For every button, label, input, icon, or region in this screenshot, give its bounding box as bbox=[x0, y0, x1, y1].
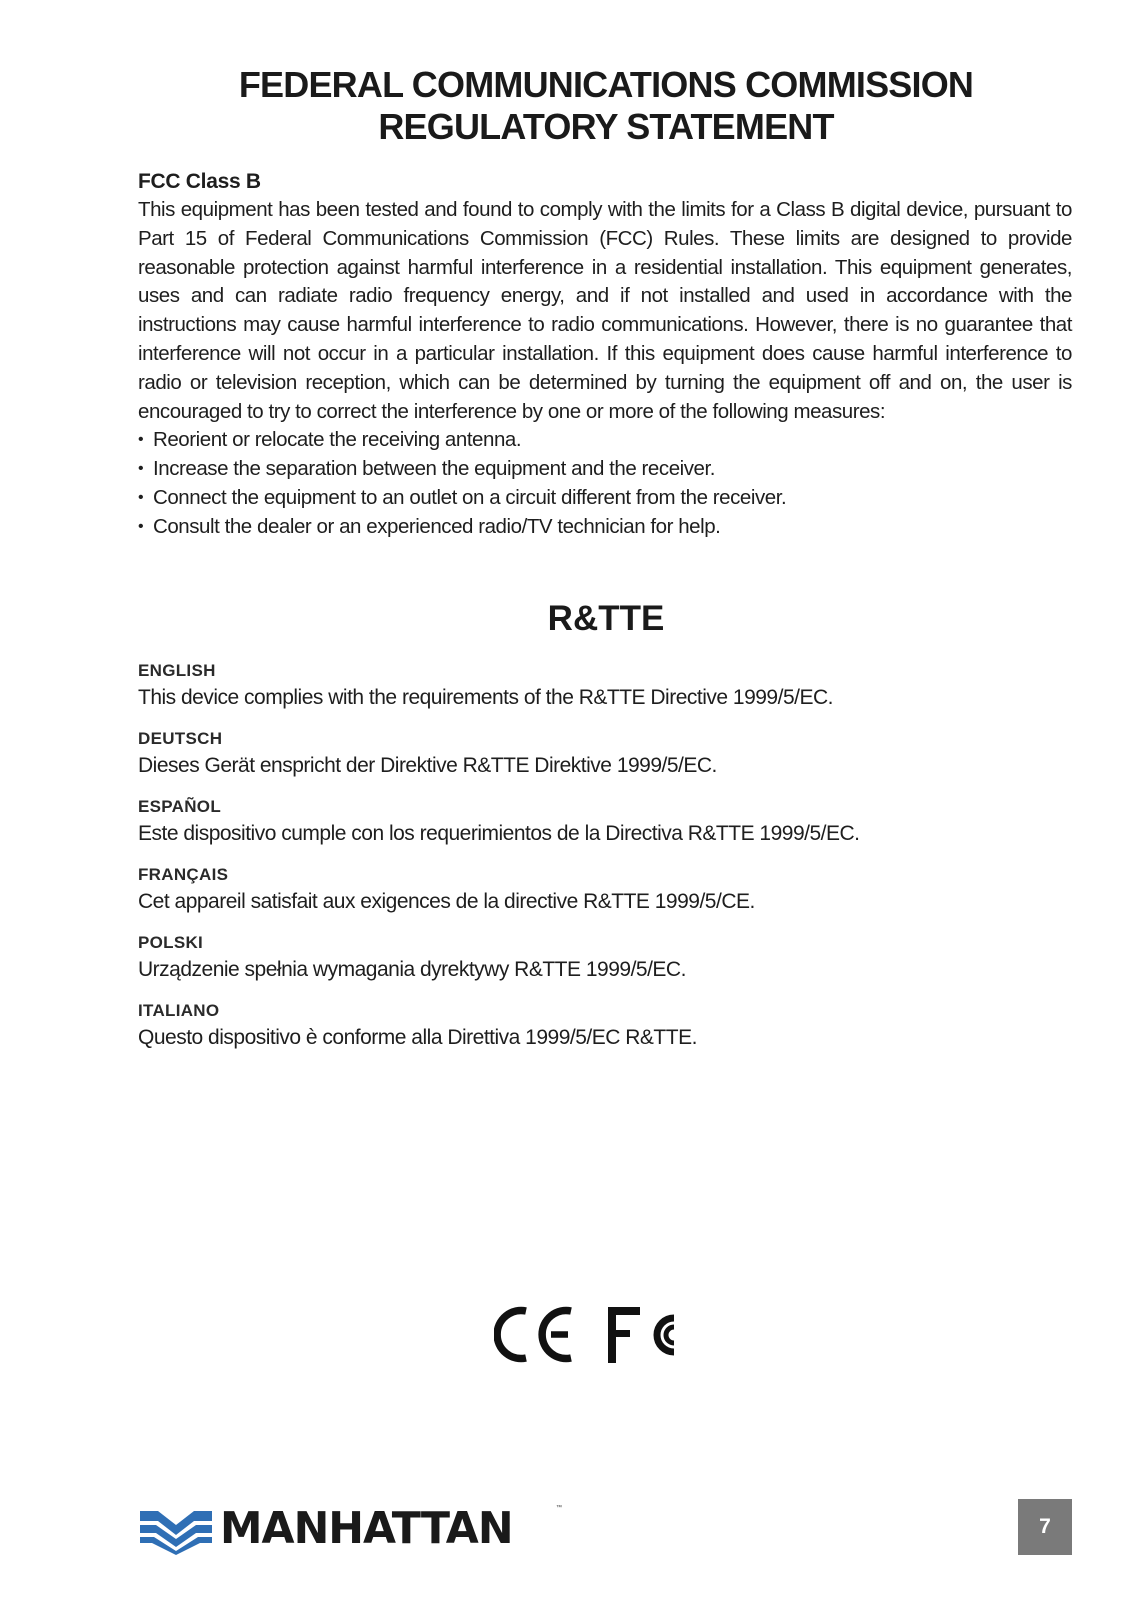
language-text: This device complies with the requirements of the R&TTE Directive 1999/5/EC. bbox=[138, 686, 833, 709]
language-text: Questo dispositivo è conforme alla Direttiva 1999/5/EC R&TTE. bbox=[138, 1026, 697, 1049]
language-text: Dieses Gerät enspricht der Direktive R&TTE Direktive 1999/5/EC. bbox=[138, 754, 717, 777]
language-block-deutsch bbox=[138, 728, 1072, 780]
language-label: POLSKI bbox=[138, 933, 204, 952]
language-block-english bbox=[138, 660, 1072, 712]
language-block-italiano bbox=[138, 1000, 1072, 1052]
rtte-heading: R&TTE bbox=[547, 599, 665, 638]
language-label: DEUTSCH bbox=[138, 729, 223, 748]
language-text: Este dispositivo cumple con los requerimientos de la Directiva R&TTE 1999/5/EC. bbox=[138, 822, 860, 845]
language-block-francais bbox=[138, 864, 1072, 916]
language-label: FRANÇAIS bbox=[138, 865, 229, 884]
rtte-section bbox=[138, 660, 1072, 1068]
page-number: 7 bbox=[1018, 1499, 1072, 1555]
language-label: ENGLISH bbox=[138, 661, 216, 680]
list-item: • Consult the dealer or an experienced radio/TV technician for help. bbox=[138, 513, 1072, 542]
brand-name: MANHATTAN bbox=[220, 1503, 513, 1554]
language-block-polski bbox=[138, 932, 1072, 984]
fcc-class-heading: FCC Class B bbox=[138, 170, 261, 193]
language-text: Cet appareil satisfait aux exigences de la directive R&TTE 1999/5/CE. bbox=[138, 890, 755, 913]
manhattan-emblem-icon bbox=[138, 1505, 214, 1555]
title-line-2: REGULATORY STATEMENT bbox=[378, 106, 834, 147]
fcc-mark-icon bbox=[608, 1307, 674, 1363]
language-block-espanol bbox=[138, 796, 1072, 848]
fcc-paragraph: This equipment has been tested and found to comply with the limits for a Class B digital device, pursuant to Part 15 of Federal Communications Commission (FCC) Rules. These limits are designed to provide reasonable protection against harmful interference in a residential installation. This equipment generates, uses and can radiate radio frequency energy, and if not installed and used in accordance with the instructions may cause harmful interference to radio communications. However, there is no guarantee that interference will not occur in a particular installation. If this equipment does cause harmful interference to radio or television reception, which can be determined by turning the equipment off and on, the user is encouraged to try to correct the interference by one or more of the following measures: bbox=[138, 198, 1072, 423]
list-item: • Increase the separation between the equipment and the receiver. bbox=[138, 455, 1072, 484]
language-text: Urządzenie spełnia wymagania dyrektywy R&TTE 1999/5/EC. bbox=[138, 958, 686, 981]
title-line-1: FEDERAL COMMUNICATIONS COMMISSION bbox=[238, 64, 974, 105]
list-item: • Connect the equipment to an outlet on a circuit different from the receiver. bbox=[138, 484, 1072, 513]
fcc-section bbox=[138, 168, 1072, 542]
list-item: • Reorient or relocate the receiving antenna. bbox=[138, 426, 1072, 455]
certification-marks bbox=[494, 1300, 694, 1370]
measures-list bbox=[138, 426, 1072, 541]
language-label: ESPAÑOL bbox=[138, 797, 222, 816]
page-title bbox=[0, 64, 1136, 148]
manhattan-logo bbox=[138, 1503, 562, 1555]
trademark-symbol: ™ bbox=[556, 1505, 562, 1511]
ce-mark-icon bbox=[497, 1311, 571, 1359]
language-label: ITALIANO bbox=[138, 1001, 220, 1020]
certification-marks-svg bbox=[494, 1300, 694, 1370]
